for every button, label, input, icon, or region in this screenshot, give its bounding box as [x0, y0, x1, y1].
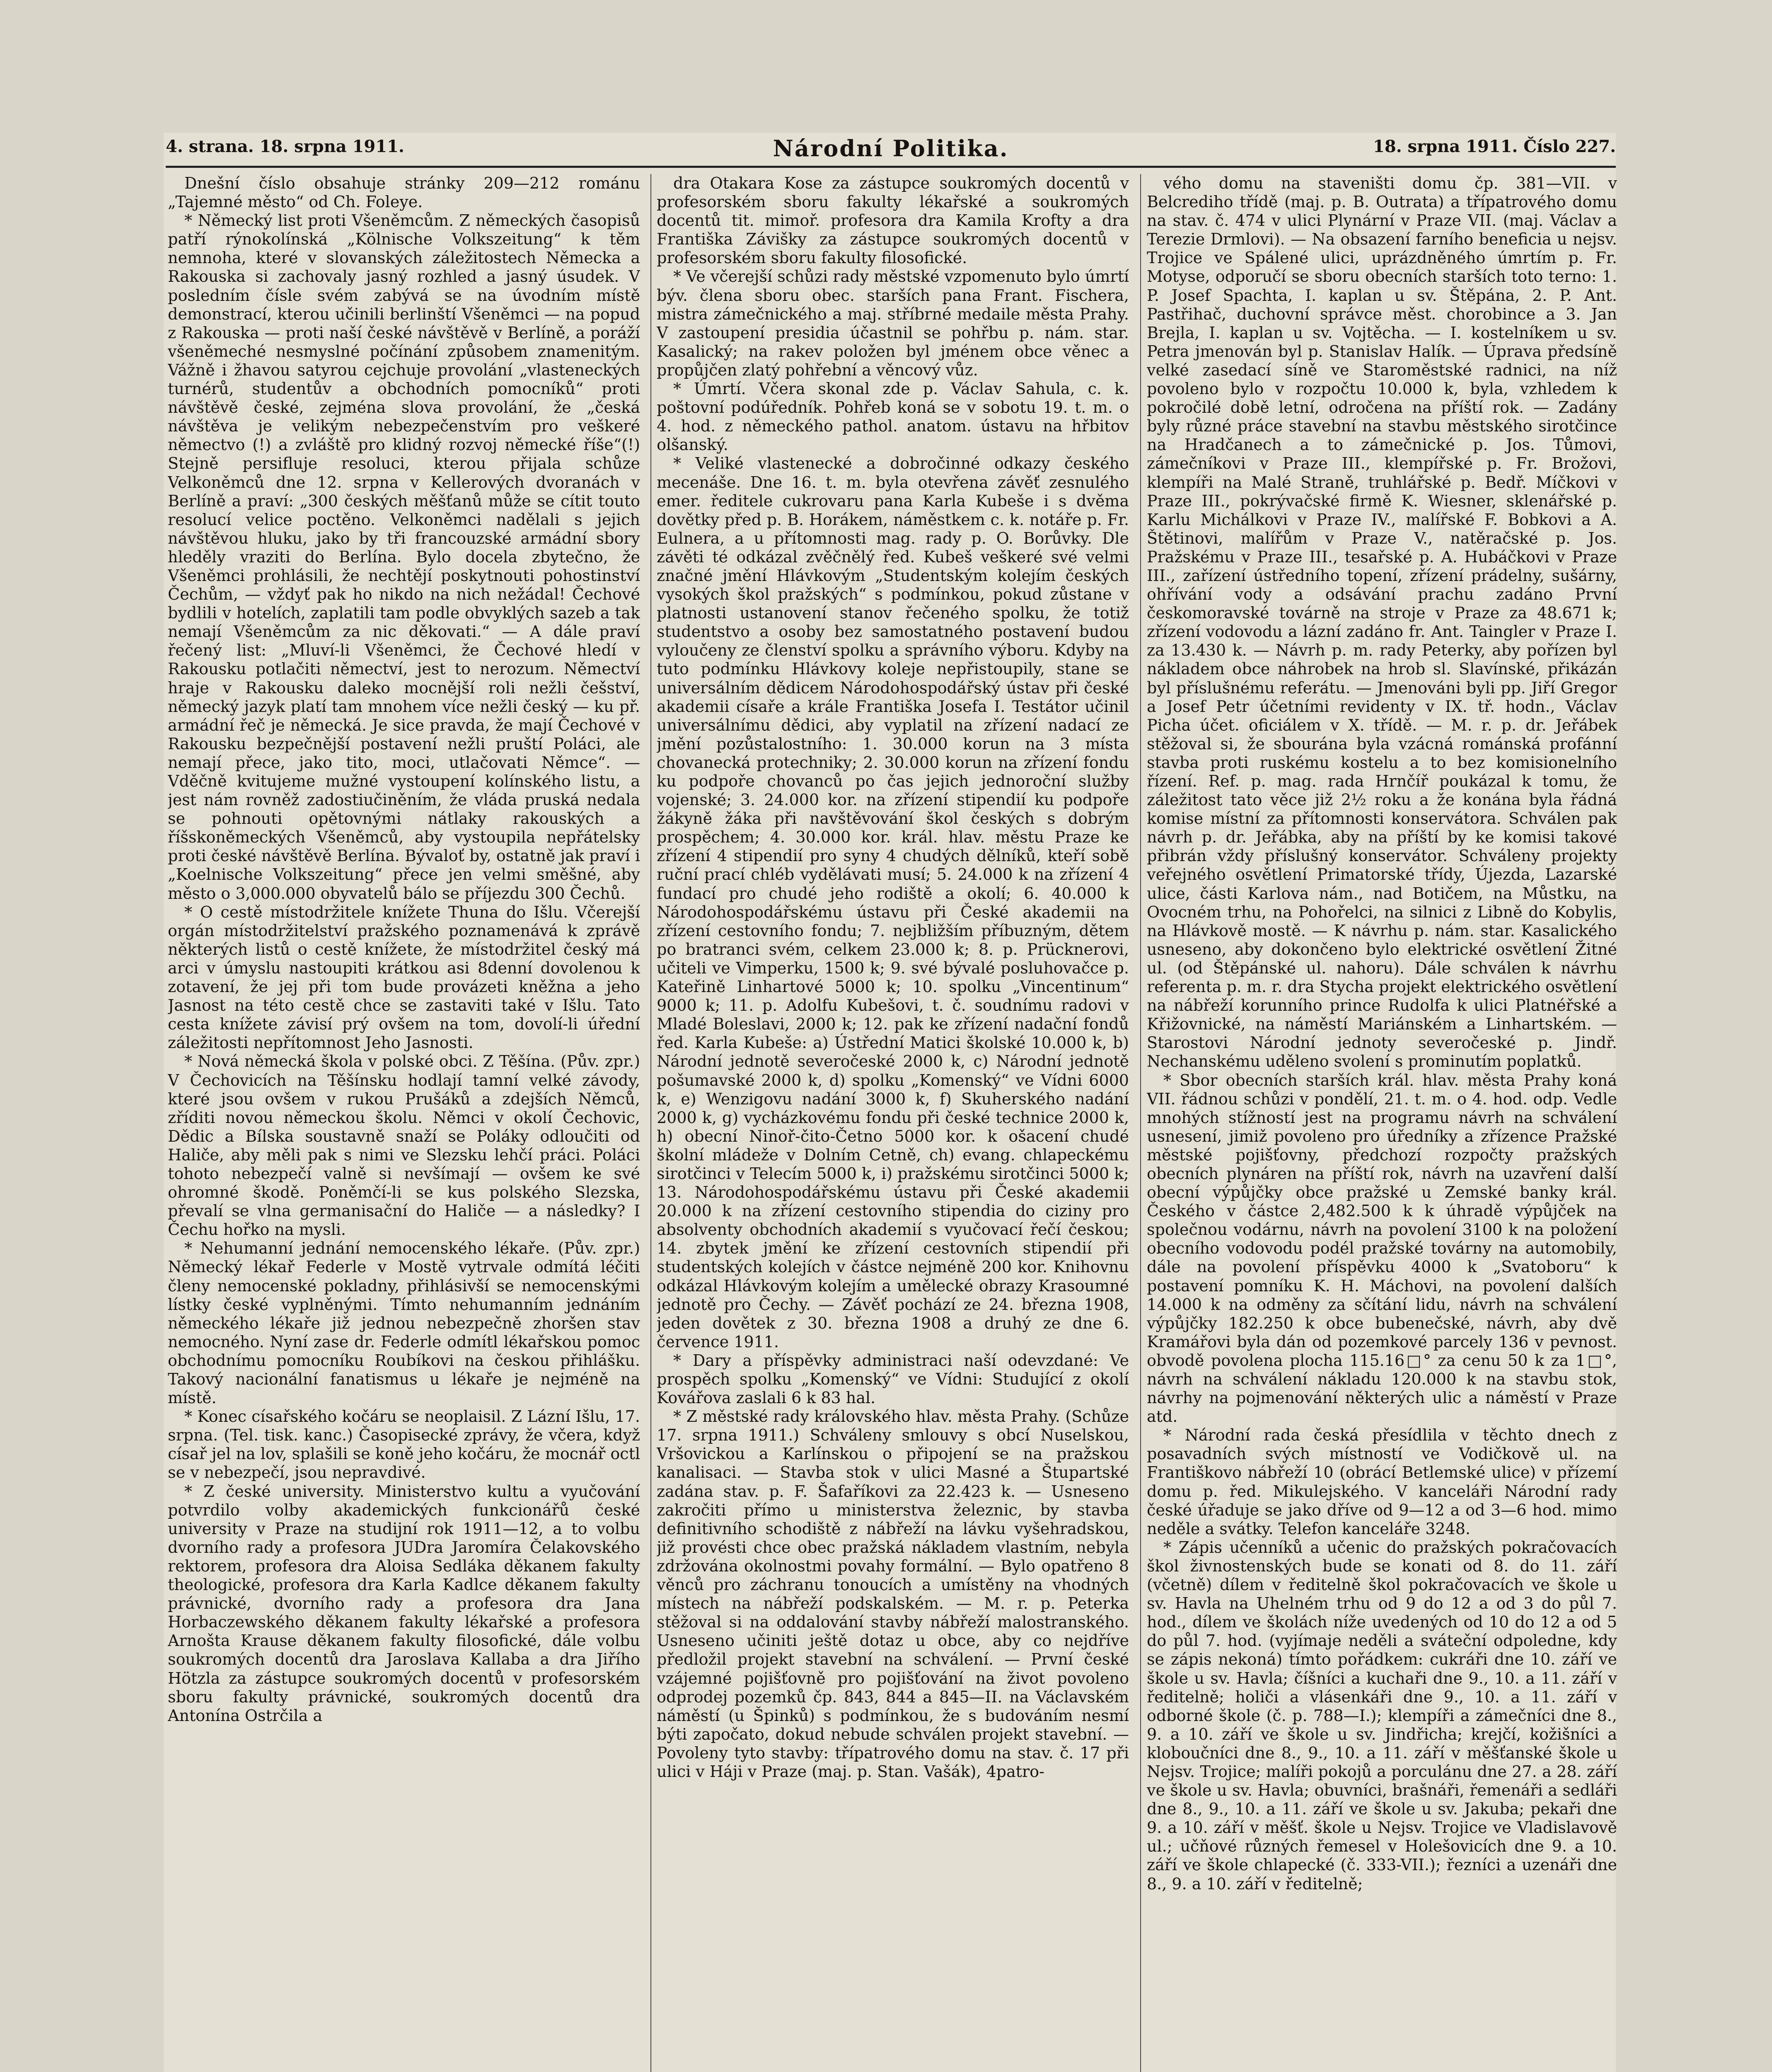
article: * Konec císařského kočáru se neoplaisil. Z Lázní Išlu, 17. srpna. (Tel. tisk. kanc.) Časopisecké zprávy, že včera, když císař jel na lov, splašili se koně jeho kočáru, že mocnář octl se v nebezpečí, jsou nepravdivé. — [168, 1407, 640, 1482]
header-date-left: 4. strana. 18. srpna 1911. — [166, 137, 404, 156]
page-header — [166, 137, 1616, 166]
masthead-title: Národní Politika. — [773, 135, 1009, 162]
article: * Nová německá škola v polské obci. Z Těšína. (Pův. zpr.) V Čechovicích na Těšínsku hodlají tamní velké závody, které jsou ovšem v rukou Prušáků a zdejších Němců, zříditi novou německou školu. Němci v okolí Čechovic, Dědic a Bílska soustavně snaží se Poláky odloučiti od Haliče, aby měli pak s nimi ve Slezsku lehčí práci. Poláci tohoto nebezpečí valně si nevšímají — ovšem ke své ohromné škodě. Poněmčí-li se kus polského Slezska, převalí se vlna germanisační do Haliče — a následky? I Čechu hořko na mysli. — [168, 1052, 640, 1239]
article: * Sbor obecních starších král. hlav. města Prahy koná VII. řádnou schůzi v pondělí, 21. t. m. o 4. hod. odp. Vedle mnohých stížností jest na programu návrh na schválení usnesení, jimiž povoleno pro úředníky a zřízence Pražské městské pojišťovny, předchozí rozpočty pražských obecních plynáren na příští rok, návrh na uzavření další obecní výpůjčky obce pražské u Zemské banky král. Českého v částce 2,482.500 k k úhradě výpůjček na společnou vodárnu, návrh na povolení 3100 k na položení obecního vodovodu podél pražské továrny na automobily, dále na povolení příspěvku 4000 k „Svatoboru“ k postavení pomníku K. H. Máchovi, na povolení dalších 14.000 k na odměny za sčítání lidu, návrh na schválení výpůjčky 182.250 k obce bubenečské, návrh, aby dvě Kramářovi byla dán od pozemkové parcely 136 v pevnost. obvodě povolena plocha 115.16□° za cenu 50 k za 1□°, návrh na schválení nákladu 120.000 k na stavbu stok, návrhy na pojmenování některých ulic a náměstí v Praze atd. — [1147, 1071, 1617, 1426]
article: * Nehumanní jednání nemocenského lékaře. (Pův. zpr.) Německý lékař Federle v Mostě vytrvale odmítá léčiti členy nemocenské pokladny, přihlásivší se nemocenskými lístky české vyplněnými. Tímto nehumanním jednáním německého lékaře již jednou nebezpečně zhoršen stav nemocného. Nyní zase dr. Federle odmítl lékařskou pomoc obchodnímu pomocníku Roubíkovi na českou přihlášku. Takový nacionální fanatismus u lékaře je nejméně na místě. — [168, 1239, 640, 1407]
article: * Z české university. Ministerstvo kultu a vyučování potvrdilo volby akademických funkcionářů české university v Praze na studijní rok 1911—12, a to volbu dvorního rady a profesora JUDra Jaromíra Čelakovského rektorem, profesora dra Aloisa Sedláka děkanem fakulty theologické, profesora dra Karla Kadlce děkanem fakulty právnické, dvorního rady a profesora dra Jana Horbaczewského děkanem fakulty lékařské a profesora Arnošta Krause děkanem fakulty filosofické, dále volbu soukromých docentů dra Jaroslava Kallaba a dra Jiřího Hötzla za zástupce soukromých docentů v profesorském sboru fakulty právnické, soukromých docentů dra Antonína Ostrčila a — [168, 1482, 640, 1725]
article: * Národní rada česká přesídlila v těchto dnech z posavadních svých místností ve Vodičkově ul. na Františkovo nábřeží 10 (obrácí Betlemské ulice) v přízemí domu p. řed. Mikulejského. V kanceláři Národní rady české úřaduje se jako dříve od 9—12 a od 3—6 hod. mimo neděle a svátky. Telefon kanceláře 3248. — [1147, 1426, 1617, 1538]
column-divider — [1140, 174, 1141, 2072]
article: * Zápis učenníků a učenic do pražských pokračovacích škol živnostenských bude se konati od 8. do 11. září (včetně) dílem v ředitelně škol pokračovacích ve škole u sv. Havla na Uhelném trhu od 9 do 12 a od 3 do půl 7. hod., dílem ve školách níže uvedených od 10 do 12 a od 5 do půl 7. hod. (vyjímaje neděli a sváteční odpoledne, kdy se zápis nekoná) tímto pořádkem: cukráři dne 10. září ve škole u sv. Havla; číšníci a kuchaři dne 9., 10. a 11. září v ředitelně; holiči a vlásenkáři dne 9., 10. a 11. září v odborné škole (č. p. 788—I.); klempíři a zámečníci dne 8., 9. a 10. září ve škole u sv. Jindřicha; krejčí, kožišníci a kloboučníci dne 8., 9., 10. a 11. září v měšťanské škole u Nejsv. Trojice; malíři pokojů a porculánu dne 27. a 28. září ve škole u sv. Havla; obuvníci, brašnáři, řemenáři a sedláři dne 8., 9., 10. a 11. září ve škole u sv. Jakuba; pekaři dne 9. a 10. září v měšť. škole u Nejsv. Trojice ve Vladislavově ul.; učňové různých řemesel v Holešovicích dne 9. a 10. září ve škole chlapecké (č. 333-VII.); řezníci a uzenáři dne 8., 9. a 10. září v ředitelně; — [1147, 1538, 1617, 1893]
article: dra Otakara Kose za zástupce soukromých docentů v profesorském sboru fakulty lékařské a soukromých docentů tit. mimoř. profesora dra Kamila Krofty a dra Františka Závišky za zástupce soukromých docentů v profesorském sboru fakulty filosofické. — [657, 174, 1129, 267]
article: vého domu na staveništi domu čp. 381—VII. v Belcrediho třídě (maj. p. B. Outrata) a třípatrového domu na stav. č. 474 v ulici Plynární v Praze VII. (maj. Václav a Terezie Drmlovi). — Na obsazení farního beneficia u nejsv. Trojice ve Spálené ulici, uprázdněného úmrtím p. Fr. Motyse, odporučí se sboru obecních starších toto terno: 1. P. Josef Spachta, I. kaplan u sv. Štěpána, 2. P. Ant. Pastřihač, duchovní správce měst. chorobince a 3. Jan Brejla, I. kaplan u sv. Vojtěcha. — I. kostelníkem u sv. Petra jmenován byl p. Stanislav Halík. — Úprava předsíně velké zasedací síně ve Staroměstské radnici, na níž povoleno bylo v rozpočtu 10.000 k, byla, vzhledem k pokročilé době letní, odročena na příští rok. — Zadány byly různé práce stavební na stavbu městského sirotčince na Hradčanech a to zámečnické p. Jos. Tůmovi, zámečníkovi v Praze III., klempířské p. Fr. Brožovi, klempíři na Malé Straně, truhlářské p. Bedř. Míčkovi v Praze III., pokrývačské firmě K. Wiesner, sklenářské p. Karlu Michálkovi v Praze IV., malířské F. Bobkovi a A. Štětinovi, malířům v Praze V., natěračské p. Jos. Pražskému v Praze III., tesařské p. A. Hubáčkovi v Praze III., zařízení ústředního topení, zřízení prádelny, sušárny, ohřívání vody a odsávání prachu zadáno První českomoravské továrně na stroje v Praze za 48.671 k; zřízení vodovodu a lázní zadáno fr. Ant. Taingler v Praze I. za 13.430 k. — Návrh p. m. rady Peterky, aby pořízen byl nákladem obce náhrobek na hrob sl. Slavínské, přikázán byl příslušnému referátu. — Jmenováni byli pp. Jiří Gregor a Josef Petr účetními revidenty v IX. tř. hodn., Václav Picha účet. oficiálem v X. třídě. — M. r. p. dr. Jeřábek stěžoval si, že sbourána byla vzácná románská profánní stavba proti ruskému kostelu a to bez komisionelního řízení. Ref. p. mag. rada Hrnčíř poukázal k tomu, že záležitost tato věce již 2½ roku a že konána byla řádná komise místní za přítomnosti konservátora. Schválen pak návrh p. dr. Jeřábka, aby na příští by ke komisi takové přibrán vždy příslušný konservátor. Schváleny projekty veřejného osvětlení Primatorské třídy, Újezda, Lazarské ulice, části Karlova nám., nad Botičem, na Můstku, na Ovocném trhu, na Pohořelci, na silnici z Libně do Kobylis, na Hlávkově mostě. — K návrhu p. nám. star. Kasalického usneseno, aby dokončeno bylo elektrické osvětlení Žitné ul. (od Štěpánské ul. nahoru). Dále schválen k návrhu referenta p. m. r. dra Stycha projekt elektrického osvětlení na nábřeží korunního prince Rudolfa k ulici Platnéřské a Křižovnické, na náměstí Mariánském a Linhartském. — Starostovi Národní jednoty severočeské p. Jindř. Nechanskému uděleno svolení s prominutím poplatků. — [1147, 174, 1617, 1071]
article: * Ve včerejší schůzi rady městské vzpomenuto bylo úmrtí býv. člena sboru obec. starších pana Frant. Fischera, mistra zámečnického a maj. stříbrné medaile města Prahy. V zastoupení presidia účastnil se pohřbu p. nám. star. Kasalický; na rakev položen byl jménem obce věnec a propůjčen zlatý pohřební a věncový vůz. — [657, 267, 1129, 379]
article: * Dary a příspěvky administraci naší odevzdané: Ve prospěch spolku „Komenský“ ve Vídni: Studující z okolí Kovářova zaslali 6 k 83 hal. — [657, 1351, 1129, 1407]
column-3 — [1147, 174, 1617, 2072]
column-1 — [168, 174, 640, 2072]
article: * Z městské rady královského hlav. města Prahy. (Schůze 17. srpna 1911.) Schváleny smlouvy s obcí Nuselskou, Vršovickou a Karlínskou o připojení se na pražskou kanalisaci. — Stavba stok v ulici Masné a Štupartské zadána stav. p. F. Šafaříkovi za 22.423 k. — Usneseno zakročiti přímo u ministerstva železnic, by stavba definitivního schodiště z nábřeží na lávku vyšehradskou, již provésti chce obec pražská nákladem vlastním, nebyla zdržována okolnostmi povahy formální. — Bylo opatřeno 8 věnců pro záchranu tonoucích a umístěny na vhodných místech na nábřeží podskalském. — M. r. p. Peterka stěžoval si na oddalování stavby nábřeží malostranského. Usneseno učiniti ještě dotaz u obce, aby co nejdříve předložil projekt stavební na schválení. — První české vzájemné pojišťovně pro pojišťování na život povoleno odprodej pozemků čp. 843, 844 a 845—II. na Václavském náměstí (u Špinků) s podmínkou, že s budováním nesmí býti započato, dokud nebude schválen projekt stavební. — Povoleny tyto stavby: třípatrového domu na stav. č. 17 při ulici v Háji v Praze (maj. p. Stan. Vašák), 4patro- — [657, 1407, 1129, 1781]
article: * Německý list proti Všeněmcům. Z německých časopisů patří rýnokolínská „Kölnische Volkszeitung“ k těm nemnoha, které v slovanských záležitostech Německa a Rakouska si zachovaly jasný rozhled a jasný úsudek. V posledním čísle svém zabývá se na úvodním místě demonstrací, kterou učinili berlinští Všeněmci — na popud z Rakouska — proti naší české návštěvě v Berlíně, a poráží všeněmeché nesmyslné počínání způsobem znamenitým. Vážně i žhavou satyrou cejchuje provolání „vlasteneckých turnérů, studentův a obchodních pomocníků“ proti návštěvě české, zejména slova provolání, že „česká návštěva je velikým nebezpečenstvím pro veškeré němectvo (!) a zvláště pro klidný rozvoj německé říše“(!) Stejně persifluje resoluci, kterou přijala schůze Velkoněmců dne 12. srpna v Kellerových dvoranách v Berlíně a praví: „300 českých měšťanů může se cítit touto resolucí velice poctěno. Velkoněmci nadělali s jejich návštěvou hluku, jako by tři francouzské armádní sbory hleděly vraziti do Berlína. Bylo docela zbytečno, že Všeněmci prohlásili, že nechtějí poskytnouti pohostinství Čechům, — vždyť pak ho nikdo na nich nežádal! Čechové bydlili v hotelích, zaplatili tam podle obvyklých sazeb a tak nemají Všeněmcům za nic děkovati.“ — A dále praví řečený list: „Mluví-li Všeněmci, že Čechové hledí v Rakousku potlačiti němectví, jest to nerozum. Němectví hraje v Rakousku daleko mocnější roli nežli češství, německý jazyk platí tam mnohem více nežli český — ku př. armádní řeč je německá. Je sice pravda, že mají Čechové v Rakousku bezpečnější postavení nežli pruští Poláci, ale nemají přece, jako tito, moci, utlačovati Němce“. — Vděčně kvitujeme mužné vystoupení kolínského listu, a jest nám rovněž zadostiučiněním, že vláda pruská nedala se pohnouti opětovnými nátlaky rakouských a říšskoněmeckých Všeněmců, aby vystoupila nepřátelsky proti české návštěvě Berlína. Bývaloť by, ostatně jak praví i „Koelnische Volkszeitung“ přece jen velmi směšné, aby město o 3,000.000 obyvatelů bálo se příjezdu 300 Čechů. — [168, 211, 640, 903]
column-divider — [650, 174, 651, 2072]
article: * O cestě místodržitele knížete Thuna do Išlu. Včerejší orgán místodržitelství pražského poznamenává k zprávě některých listů o cestě knížete, že místodržitel český má arci v úmyslu nastoupiti krátkou asi 8denní dovolenou k zotavení, že jej při tom bude provázeti kněžna a jeho Jasnost na této cestě chce se zastaviti také v Išlu. Tato cesta knížete závisí prý ovšem na tom, dovolí-li úřední záležitosti nepřítomnost Jeho Jasnosti. — [168, 903, 640, 1052]
column-2 — [657, 174, 1129, 2072]
article: * Úmrtí. Včera skonal zde p. Václav Sahula, c. k. poštovní podúředník. Pohřeb koná se v sobotu 19. t. m. o 4. hod. z německého pathol. anatom. ústavu na hřbitov olšanský. — [657, 380, 1129, 454]
header-date-right: 18. srpna 1911. Číslo 227. — [1373, 137, 1616, 156]
header-rule — [166, 166, 1616, 168]
article: * Veliké vlastenecké a dobročinné odkazy českého mecenáše. Dne 16. t. m. byla otevřena závěť zesnulého emer. ředitele cukrovaru pana Karla Kubeše i s dvěma dovětky před p. B. Horákem, náměstkem c. k. notáře p. Fr. Eulnera, a u přítomnosti mag. rady p. O. Borůvky. Dle závěti té odkázal zvěčnělý řed. Kubeš veškeré své velmi značné jmění Hlávkovým „Studentským kolejím českých vysokých škol pražských“ s podmínkou, pokud zůstane v platnosti ustanovení stanov řečeného spolku, že totiž studentstvo a osoby bez samostatného postavení budou vyloučeny ze členství spolku a správního výboru. Kdyby na tuto podmínku Hlávkovy koleje nepřistoupily, stane se universálním dědicem Národohospodářský ústav při české akademii císaře a krále Františka Josefa I. Testátor učinil universálnímu dědici, aby vyplatil na zřízení nadací ze jmění pozůstalostního: 1. 30.000 korun na 3 místa chovanecká protechniky; 2. 30.000 korun na zřízení fondu ku podpoře chovanců po čas jejich jednoroční služby vojenské; 3. 24.000 kor. na zřízení stipendií ku podpoře žákyně žáka při navštěvování škol českých s dobrým prospěchem; 4. 30.000 kor. král. hlav. městu Praze ke zřízení 4 stipendií pro syny 4 chudých dělníků, kteří sobě ruční prací chléb vydělávati musí; 5. 24.000 k na zřízení 4 fundací pro chudé jeho rodiště a okolí; 6. 40.000 k Národohospodářskému ústavu při České akademii na zřízení cestovního fondu; 7. nejbližším příbuzným, dětem po bratranci svém, celkem 23.000 k; 8. p. Prücknerovi, učiteli ve Vimperku, 1500 k; 9. své bývalé posluhovačce p. Kateřině Linhartové 5000 k; 10. spolku „Vincentinum“ 9000 k; 11. p. Adolfu Kubešovi, t. č. soudnímu radovi v Mladé Boleslavi, 2000 k; 12. pak ke zřízení nadační fondů řed. Karla Kubeše: a) Ústřední Matici školské 10.000 k, b) Národní jednotě severočeské 2000 k, c) Národní jednotě pošumavské 2000 k, d) spolku „Komenský“ ve Vídni 6000 k, e) Wenzigovu nadání 3000 k, f) Skuherského nadání 2000 k, g) vycházkovému fondu při české technice 2000 k, h) obecní Ninoř-čito-Četno 5000 kor. k ošacení chudé školní mládeže v Dolním Cetně, ch) evang. chlapeckému sirotčinci v Telecím 5000 k, i) pražskému sirotčinci 5000 k; 13. Národohospodářskému ústavu při České akademii 20.000 k na zřízení cestovního stipendia do ciziny pro absolventy obchodních akademií s vyučovací řečí českou; 14. zbytek jmění ke zřízení cestovních stipendií při studentských kolejích v částce nejméně 200 kor. Knihovnu odkázal Hlávkovým kolejím a umělecké obrazy Krasoumné jednotě pro Čechy. — Závěť pochází ze 24. března 1908, jeden dovětek z 30. března 1908 a druhý ze dne 6. července 1911. — [657, 454, 1129, 1351]
article: Dnešní číslo obsahuje stránky 209—212 románu „Tajemné město“ od Ch. Foleye. — [168, 174, 640, 211]
